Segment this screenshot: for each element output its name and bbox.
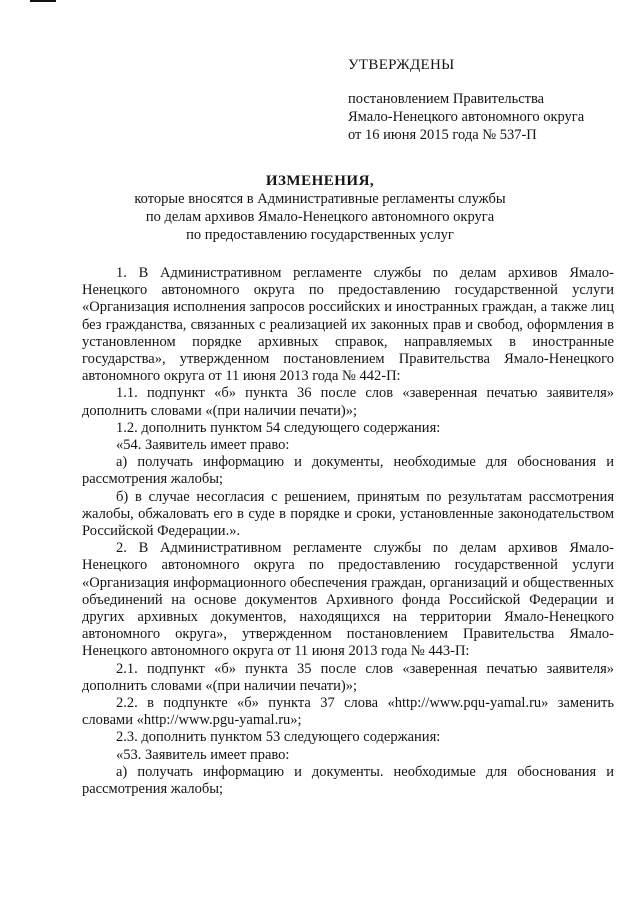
body-paragraph: 2.2. в подпункте «б» пункта 37 слова «http://www.pqu-yamal.ru» заменить словами «http://www.pgu-yamal.ru»;: [82, 695, 614, 729]
approval-line: от 16 июня 2015 года № 537-П: [348, 127, 537, 143]
body-paragraph: 2.3. дополнить пунктом 53 следующего содержания:: [116, 729, 441, 746]
approval-heading: УТВЕРЖДЕНЫ: [348, 57, 455, 73]
page-edge-mark: [30, 0, 56, 2]
document-body: [82, 265, 614, 798]
body-paragraph: б) в случае несогласия с решением, принятым по результатам рассмотрения жалобы, обжаловать его в суде в порядке и сроки, установленные законодательством Российской Федерации.».: [82, 488, 614, 540]
body-paragraph: 2. В Административном регламенте службы по делам архивов Ямало-Ненецкого автономного округа по предоставлению государственной услуги «Организация информационного обеспечения граждан, организаций и общественных объединений на основе документов Архивного фонда Российской Федерации и других архивных документов, находящихся на территории Ямало-Ненецкого автономного округа», утвержденном постановлением Правительства Ямало-Ненецкого автономного округа от 11 июня 2013 года № 443-П:: [82, 540, 614, 660]
body-paragraph: а) получать информацию и документы. необходимые для обоснования и рассмотрения жалобы;: [82, 763, 614, 798]
document-title: ИЗМЕНЕНИЯ,: [265, 173, 375, 189]
body-paragraph: «53. Заявитель имеет право:: [116, 746, 290, 763]
document-subtitle-line: которые вносятся в Административные регламенты службы: [134, 191, 506, 207]
body-paragraph: 2.1. подпункт «б» пункта 35 после слов «заверенная печатью заявителя» дополнить словами «(при наличии печати)»;: [82, 660, 614, 694]
document-subtitle-line: по делам архивов Ямало-Ненецкого автономного округа: [145, 209, 495, 225]
body-paragraph: 1.2. дополнить пунктом 54 следующего содержания:: [116, 419, 441, 436]
body-paragraph: «54. Заявитель имеет право:: [116, 437, 290, 454]
body-paragraph: 1.1. подпункт «б» пункта 36 после слов «заверенная печатью заявителя» дополнить словами «(при наличии печати)»;: [82, 385, 614, 419]
approval-block: [348, 56, 628, 144]
document-subtitle-line: по предоставлению государственных услуг: [186, 227, 454, 243]
approval-line: постановлением Правительства: [348, 91, 545, 107]
approval-line: Ямало-Ненецкого автономного округа: [348, 109, 585, 125]
document-title-block: [60, 172, 580, 244]
body-paragraph: а) получать информацию и документы, необходимые для обоснования и рассмотрения жалобы;: [82, 454, 614, 488]
body-paragraph: 1. В Административном регламенте службы по делам архивов Ямало-Ненецкого автономного округа по предоставлению государственной услуги «Организация исполнения запросов российских и иностранных граждан, а также лиц без гражданства, связанных с реализацией их законных прав и свобод, оформления в установленном порядке архивных справок, направляемых в иностранные государства», утвержденном постановлением Правительства Ямало-Ненецкого автономного округа от 11 июня 2013 года № 442-П:: [82, 265, 614, 385]
